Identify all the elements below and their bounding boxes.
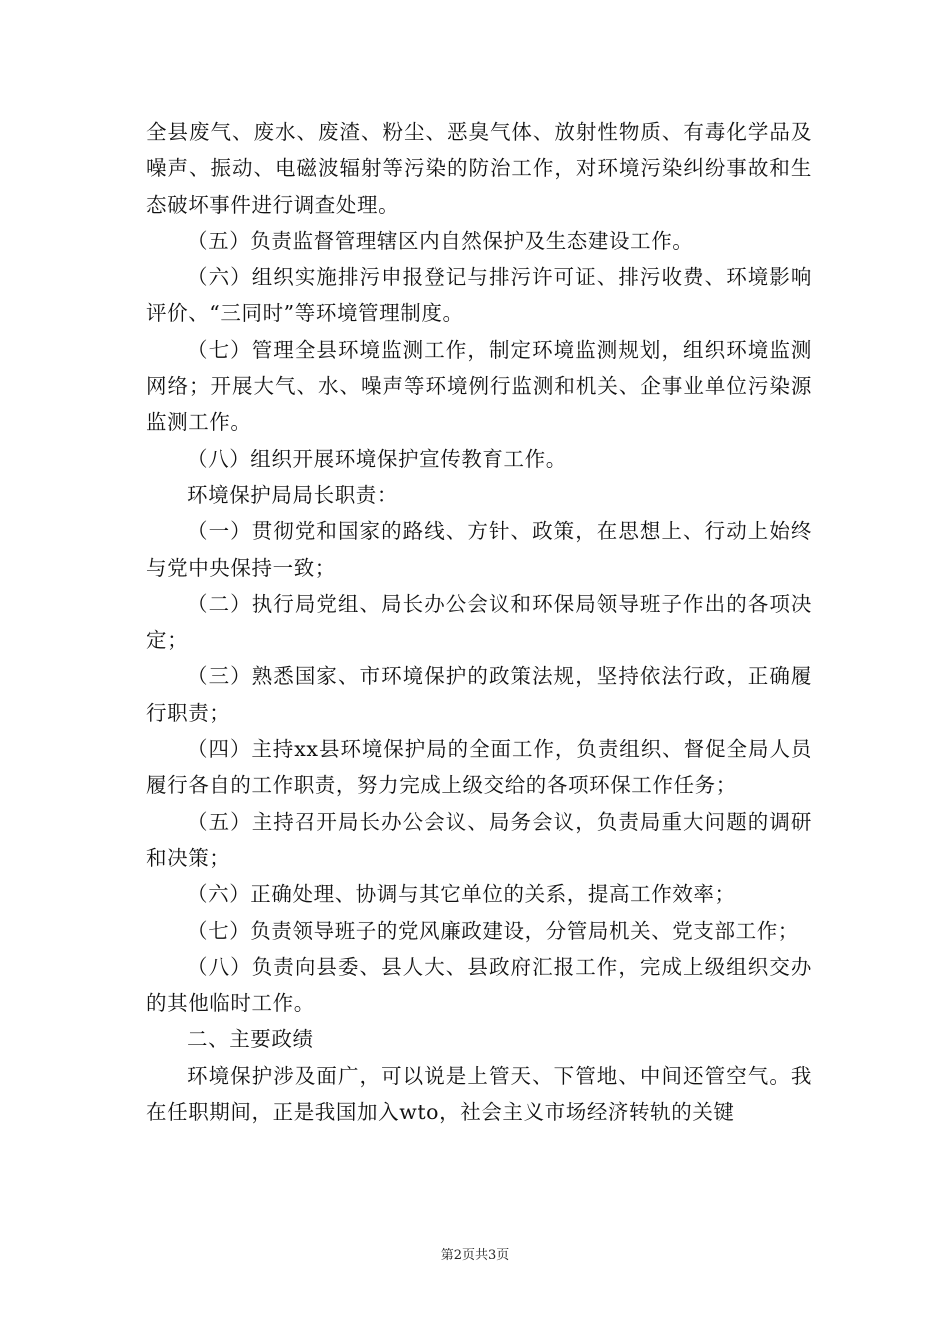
paragraph: （一）贯彻党和国家的路线、方针、政策，在思想上、行动上始终与党中央保持一致； [146,519,812,580]
document-body [146,114,812,1130]
paragraph: （六）正确处理、协调与其它单位的关系，提高工作效率； [187,882,736,907]
paragraph: （七）负责领导班子的党风廉政建设，分管局机关、党支部工作； [187,918,799,943]
section-heading: 二、主要政绩 [187,1027,314,1052]
paragraph: （二）执行局党组、局长办公会议和环保局领导班子作出的各项决定； [146,591,812,653]
paragraph: （五）主持召开局长办公会议、局务会议，负责局重大问题的调研和决策； [146,809,812,870]
paragraph: （五）负责监督管理辖区内自然保护及生态建设工作。 [187,228,694,253]
paragraph: （七）管理全县环境监测工作，制定环境监测规划，组织环境监测网络；开展大气、水、噪声等环境例行监测和机关、企事业单位污染源监测工作。 [146,337,812,435]
page-number: 第2页共3页 [440,1248,510,1263]
paragraph: （六）组织实施排污申报登记与排污许可证、排污收费、环境影响评价、“三同时”等环境管理制度。 [146,265,812,326]
paragraph: （八）负责向县委、县人大、县政府汇报工作，完成上级组织交办的其他临时工作。 [146,954,812,1016]
paragraph: （八）组织开展环境保护宣传教育工作。 [187,446,567,471]
section-heading: 环境保护局局长职责： [187,482,398,507]
paragraph: 全县废气、废水、废渣、粉尘、恶臭气体、放射性物质、有毒化学品及噪声、振动、电磁波辐射等污染的防治工作，对环境污染纠纷事故和生态破坏事件进行调查处理。 [146,120,812,217]
paragraph: （四）主持xx县环境保护局的全面工作，负责组织、督促全局人员履行各自的工作职责，努力完成上级交给的各项环保工作任务； [146,737,812,798]
paragraph: 环境保护涉及面广，可以说是上管天、下管地、中间还管空气。我在任职期间，正是我国加入wto，社会主义市场经济转轨的关键 [146,1063,812,1125]
paragraph: （三）熟悉国家、市环境保护的政策法规，坚持依法行政，正确履行职责； [146,664,812,725]
